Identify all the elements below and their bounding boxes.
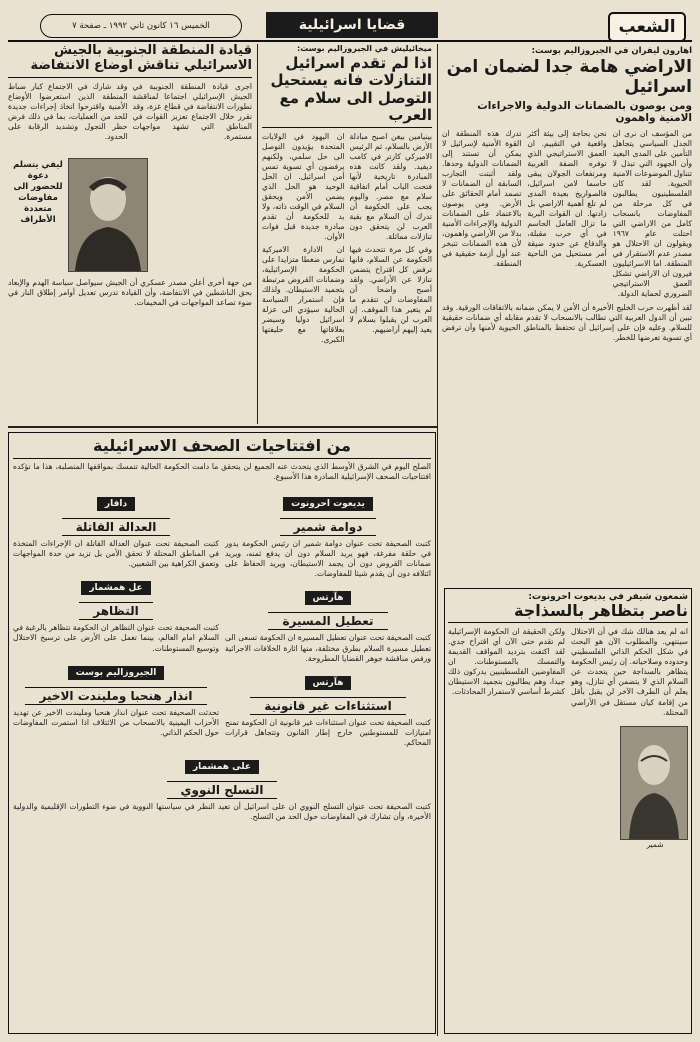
press-review-col-left bbox=[13, 485, 219, 747]
article-right-col-3: تدرك هذه المنطقة ان القوة الأمنية لإسرائيل لا يمكن أن تستند إلى الضمانات الدولية وحدها. ولقد أثبتت التجارب السابقة أن الضمانات لا تصمد أمام الحقائق على الأرض. ومن يوصون بالاعتماد على الضمانات الدولية والإجراءات الأمنية بدلا من الأراضي واهمون، لأن هذه الضمانات تتبخر عند أول أزمة حقيقية في المنطقة. bbox=[442, 129, 522, 269]
s1-title: دوامة شمير bbox=[280, 518, 377, 536]
newspaper-page bbox=[8, 6, 692, 1036]
article-left-body-1: اجرى قيادة المنطقة الجنوبية في الجيش الإسرائيلي اجتماعا لمناقشة تطورات الانتفاضة في قطاع غزة، وقد تقرر خلال الاجتماع تعزيز القوات في المناطق التي تشهد مواجهات مستمرة. bbox=[132, 81, 252, 141]
press-review-title: من افتتاحيات الصحف الاسرائيلية bbox=[13, 437, 431, 459]
s6-tag: هآرتس bbox=[305, 676, 352, 690]
s5-title: انذار هنحبا ومليندت الاخير bbox=[25, 687, 206, 705]
s3-tag: هآرتس bbox=[305, 591, 352, 605]
s2-tag: دافار bbox=[97, 497, 135, 511]
s4-title: التظاهر bbox=[79, 602, 153, 620]
masthead bbox=[8, 6, 692, 42]
article-right-subhead: ومن يوصون بالضمانات الدولية والاجراءات الامنية واهمون bbox=[477, 100, 692, 125]
article-left-headline: قيادة المنطقة الجنوبية بالجيش الاسرائيلي تناقش اوضاع الانتفاضة bbox=[8, 44, 252, 78]
portrait-image bbox=[621, 727, 687, 839]
s7-tag: على همشمار bbox=[185, 760, 259, 774]
newspaper-logo: الشعب bbox=[608, 12, 686, 42]
article-right-col-2: نحن بحاجة إلى بيئة أكثر واقعية في التقييم. ان العمق الاستراتيجي الذي توفره الضفة الغربية ومرتفعات الجولان يبقى حاسما لامن اسرائيل، فالصواريخ بعيدة المدى لم تلغ أهمية الاراضي بل زادتها. ان القوات البرية ما تزال العامل الحاسم في أي حرب مقبلة، والدفاع عن حدود ضيقة أمر مستحيل من الناحية العسكرية. bbox=[527, 129, 607, 269]
s1-tag: يديعوت احرونوت bbox=[283, 497, 373, 511]
levy-photo-caption: ليفي يتسلم دعوة للحضور الى مفاوضات متعددة الأطراف bbox=[13, 160, 63, 226]
article-center-top bbox=[262, 44, 432, 384]
article-right-headline: الاراضي هامة جدا لضمان امن اسرائيل bbox=[446, 57, 692, 97]
horizontal-rule bbox=[8, 426, 438, 428]
s5-text: تحدثت الصحيفة تحت عنوان انذار هنحبا ومليندت الاخير عن تهديد الأحزاب اليمينية بالانسحاب من الائتلاف اذا استمرت المفاوضات حول الحكم الذاتي. bbox=[13, 707, 219, 737]
s7-title: التسلح النووي bbox=[167, 781, 278, 799]
article-center-headline: اذا لم تقدم اسرائيل التنازلات فانه يستحيل التوصل الى سلام مع العرب bbox=[262, 55, 432, 128]
s1-text: كتبت الصحيفة تحت عنوان دوامة شمير ان رئيس الحكومة يدور في حلقة مفرغة، فهو يريد السلام دون أن يدفع ثمنه، ويريد ضمانات القروض دون أن يجمد الاستيطان، ويريد الحفاظ على ائتلافه دون أن يقدم شيئا للمفاوضات. bbox=[225, 539, 431, 579]
s4-tag: عل همشمار bbox=[81, 581, 150, 595]
sidebar-col-2: ولكن الحقيقة ان الحكومة الإسرائيلية لم تقدم حتى الآن أي اقتراح جدي. لقد اكتفت بترديد المواقف القديمة والتمسك بالمستوطنات. ان المفاوضين الفلسطينيين يدركون ذلك جيدا، وهم يطالبون بتجميد الاستيطان كشرط أساسي لاستمرار المحادثات. bbox=[448, 627, 565, 697]
article-right-col-4: لقد أظهرت حرب الخليج الأخيرة أن الأمن لا يمكن ضمانه بالاتفاقات الورقية. وقد تبين أن الدول العربية التي تطالب بالانسحاب لا تقدم مقابله أي ضمانات حقيقية للسلام. وعليه فإن على إسرائيل أن تحتفظ بالمناطق الحيوية لأمنها وأن ترفض أي تسوية تعرضها للخطر. bbox=[442, 303, 692, 343]
s7-text: كتبت الصحيفة تحت عنوان التسلح النووي ان على اسرائيل أن تعيد النظر في سياستها النووية في ضوء التطورات الإقليمية والدولية الأخيرة، وأن تشارك في المفاوضات حول الحد من التسلح. bbox=[13, 801, 431, 821]
section-banner: قضايا اسرائيلية bbox=[266, 12, 438, 38]
dateline: الخميس ١٦ كانون ثاني ١٩٩٢ ـ صفحة ٧ bbox=[40, 14, 242, 38]
article-left-body-2: وقد شارك في الاجتماع كبار ضباط المنطقة الذين استعرضوا الأوضاع الأمنية واقترحوا اتخاذ إجراءات جديدة للحد من العمليات، بما في ذلك فرض حظر التجول وتشديد الرقابة على الحدود. bbox=[8, 81, 128, 141]
sidebar-col-1: انه لم يعد هنالك شك في أن الاحتلال سينتهي. والمطلوب الآن هو البحث في شكل الحكم الذاتي الفلسطيني وحدوده وصلاحياته. إن رئيس الحكومة يتظاهر بالسذاجة حين يتحدث عن السلام الذي لا يتضمن أي تنازل، وهو يعلم أن الطرف الآخر لن يقبل بأقل من إقامة كيان مستقل في الأراضي المحتلة. bbox=[571, 627, 688, 717]
s6-text: كتبت الصحيفة تحت عنوان استثناءات غير قانونية ان الحكومة تمنح امتيازات للمستوطنين خارج إطار القانون وتتجاهل قرارات المحاكم. bbox=[225, 717, 431, 747]
press-review-intro: الصلح اليوم في الشرق الأوسط الذي يتحدث عنه الجميع لن يتحقق ما دامت الحكومة الحالية تتمسك بمواقفها المتصلبة، هذا ما تؤكده افتتاحيات الصحف الإسرائيلية الصادرة هذا الأسبوع. bbox=[13, 462, 431, 482]
s2-text: كتبت الصحيفة تحت عنوان العدالة القاتلة ان الإجراءات المتخذة في المناطق المحتلة لا تحقق الأمن بل تزيد من حدة المواجهات وتعمق الكراهية بين الشعبين. bbox=[13, 539, 219, 569]
article-center-col-1: بينيامين بيغن اصبح مبادلة الأرض بالسلام، ثم الرئيس الاميركي كارتر في كامب ديفيد. ولقد كانت هذه المبادرة تاريخية لأنها فتحت الباب أمام اتفاقية سلام مع مصر. واليوم يجب على الحكومة أن تدرك أن السلام مع بقية العرب لن يتحقق دون تنازلات مماثلة. bbox=[349, 132, 432, 242]
press-review-box bbox=[8, 432, 436, 1034]
article-left-bottom-text: من جهة أخرى أعلن مصدر عسكري أن الجيش سيواصل سياسة الهدم والإبعاد بحق الناشطين في الانتفاضة، وأن القيادة تدرس تعديل أوامر إطلاق النار في ضوء تصاعد المواجهات في المخيمات. bbox=[8, 278, 252, 308]
press-review-col-right bbox=[225, 485, 431, 747]
s3-title: تعطيل المسيرة bbox=[268, 612, 387, 630]
article-center-col-2: ان اليهود في الولايات المتحدة يؤيدون التوصل الى حل سلمي، ولكنهم يرفضون أي تسوية تمس أمن اسرائيل. ان الحل الوحيد هو الحل الذي يضمن الأمن ويحقق السلام في الوقت ذاته، ولا بد للحكومة أن تقدم مبادرة جديدة قبل فوات الأوان. bbox=[262, 132, 345, 242]
article-right-col-1: من المؤسف ان نرى ان الجدل السياسي يتجاهل التأمين على المدى البعيد وأن الجهود التي تبذل لا تتناول الموضوعات الامنية الحيوية. لقد كان الفلسطينيون يطالبون في كل مرحلة من المفاوضات بانسحاب كامل من الاراضي التي احتلت عام ١٩٦٧ ويقولون ان الاحتلال هو مصدر عدم الاستقرار في المنطقة. اما الاسرائيليون فيرون ان الاراضي تشكل العمق الاستراتيجي الضروري لحماية الدولة. bbox=[612, 129, 692, 299]
s6-title: استثناءات غير قانونية bbox=[250, 697, 405, 715]
s3-text: كتبت الصحيفة تحت عنوان تعطيل المسيرة ان الحكومة تسعى الى تعطيل مسيرة السلام بطرق مختلفة، منها اثارة الخلافات الاجرائية ورفض مناقشة جوهر القضايا المطروحة. bbox=[225, 633, 431, 663]
article-center-col-4: ان الادارة الاميركية تمارس ضغطا متزايدا على الحكومة الإسرائيلية، وضمانات القروض مرتبطة بتجميد الاستيطان. ولذلك فإن استمرار السياسة الحالية سيؤدي الى عزلة اسرائيل دوليا وسيضر بعلاقاتها مع حليفتها الكبرى. bbox=[262, 245, 345, 345]
shamir-photo bbox=[620, 726, 688, 840]
levy-photo bbox=[68, 158, 148, 272]
article-right-kicker: اهارون ليفران في الجيروزاليم بوست: bbox=[531, 46, 692, 56]
s4-text: كتبت الصحيفة تحت عنوان التظاهر ان الحكومة تتظاهر بالرغبة في السلام امام العالم، بينما تعمل على الأرض على ترسيخ الاحتلال وتوسيع المستوطنات. bbox=[13, 623, 219, 653]
column-rule bbox=[257, 44, 258, 424]
shamir-photo-caption: شمير bbox=[646, 840, 664, 849]
portrait-image bbox=[69, 159, 147, 271]
article-center-kicker: ميخائيليش في الجيروزاليم بوست: bbox=[297, 44, 432, 53]
s2-title: العدالة القاتلة bbox=[62, 518, 171, 536]
sidebar-headline: ناصر بتظاهر بالسذاجة bbox=[448, 602, 688, 623]
column-rule bbox=[437, 44, 438, 1036]
article-center-col-3: وفي كل مرة تتحدث فيها الحكومة عن السلام، فانها ترفض كل اقتراح يتضمن تنازلا عن الأراضي. ولقد أصبح واضحا أن المفاوضات لن تتقدم ما لم يتغير هذا الموقف. إن العرب لن يقبلوا بسلام لا يعيد إليهم أراضيهم. bbox=[349, 245, 432, 335]
article-right bbox=[442, 44, 692, 584]
sidebar-kicker: شمعون شيفر في يديعوت احرونوت: bbox=[528, 592, 688, 602]
s5-tag: الجيروزاليم بوست bbox=[68, 666, 165, 680]
